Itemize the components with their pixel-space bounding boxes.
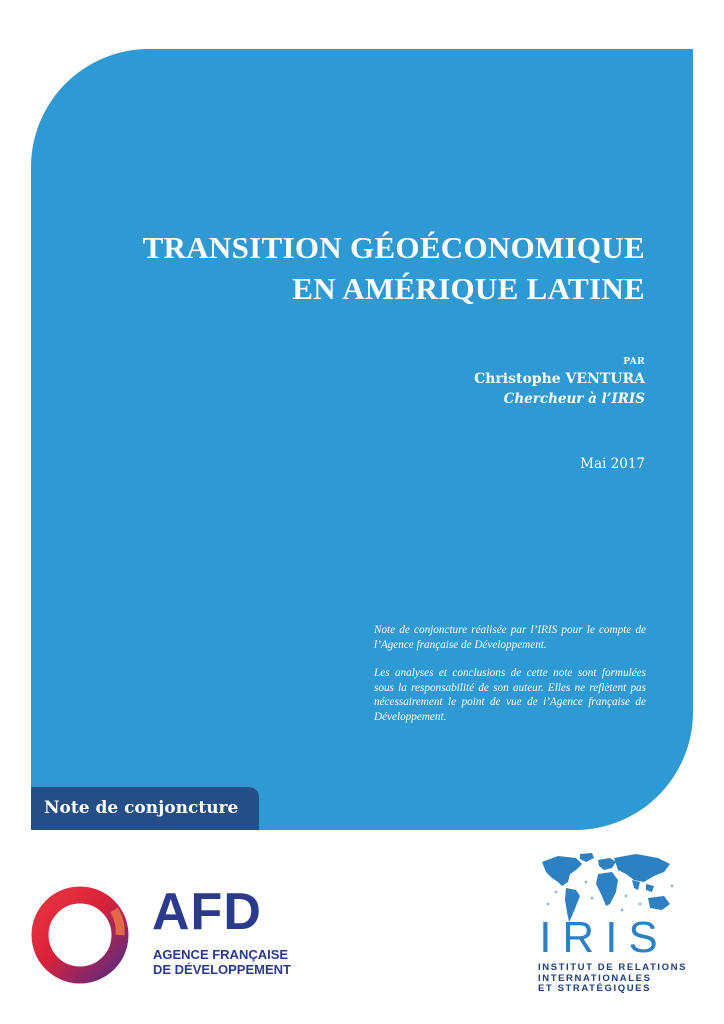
note-paragraph-2: Les analyses et conclusions de cette note sont formulées sous la responsabilité de son auteur. Elles ne reflètent pas nécessairement le point de vue de l’Agence française de Développement. — [374, 667, 646, 723]
afd-ring-icon — [30, 880, 140, 990]
iris-subtitle-line-3: ET STRATÉGIQUES — [538, 983, 652, 994]
afd-subtitle-line-1: AGENCE FRANÇAISE — [153, 947, 289, 962]
document-title — [143, 227, 645, 309]
disclaimer-notes — [374, 623, 646, 738]
author-block — [474, 356, 645, 409]
publication-date: Mai 2017 — [580, 456, 645, 472]
par-label: PAR — [623, 357, 645, 367]
title-line-2: EN AMÉRIQUE LATINE — [292, 271, 645, 306]
iris-subtitle-line-2: INTERNATIONALES — [538, 972, 652, 984]
afd-subtitle — [153, 948, 291, 977]
author-role: Chercheur à l’IRIS — [503, 391, 645, 407]
afd-subtitle-line-2: DE DÉVELOPPEMENT — [153, 961, 291, 977]
iris-subtitle-line-1: INSTITUT DE RELATIONS — [538, 962, 688, 973]
iris-wordmark: IRIS — [539, 913, 669, 962]
afd-wordmark: AFD — [152, 883, 262, 941]
note-paragraph-1: Note de conjoncture réalisée par l’IRIS pour le compte de l’Agence française de Développement. — [374, 624, 646, 651]
note-type-badge: Note de conjoncture — [31, 787, 259, 830]
iris-logo — [532, 852, 688, 994]
iris-subtitle — [538, 962, 688, 995]
afd-logo — [30, 880, 290, 990]
title-line-1: TRANSITION GÉOÉCONOMIQUE — [142, 230, 645, 265]
author-name: Christophe VENTURA — [474, 371, 645, 387]
cover-panel — [31, 49, 693, 830]
